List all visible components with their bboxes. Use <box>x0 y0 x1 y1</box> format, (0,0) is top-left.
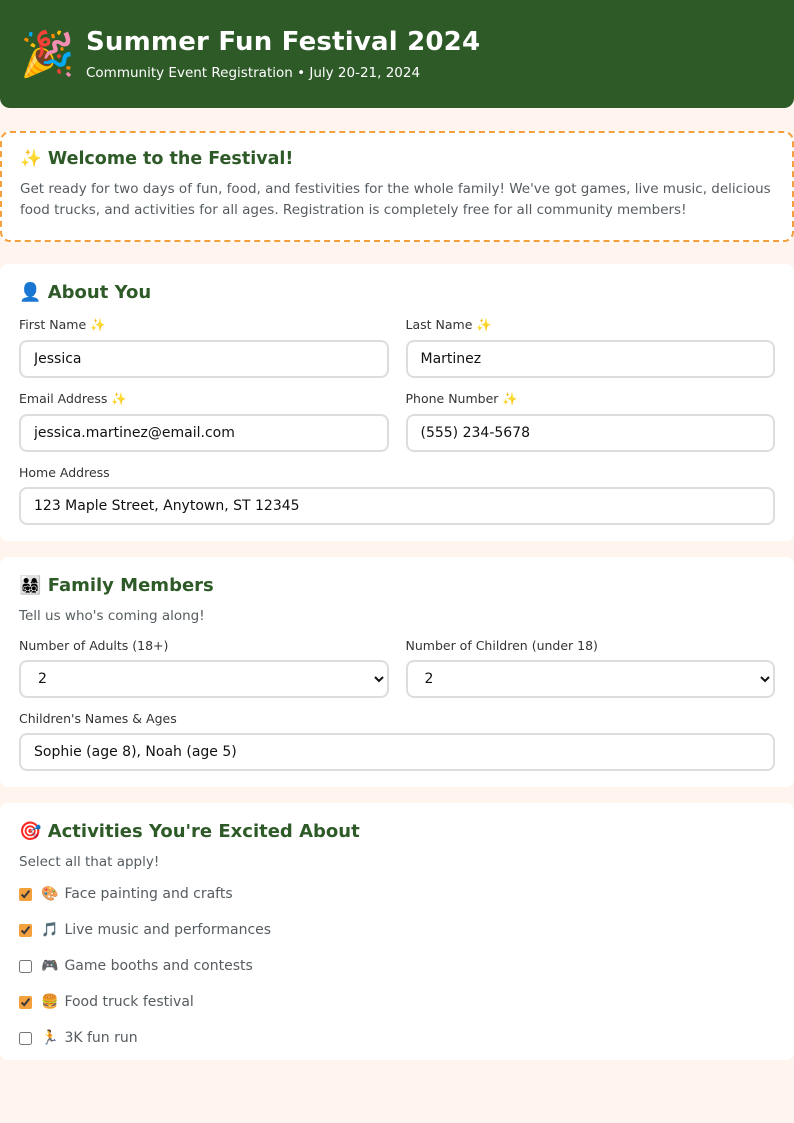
activity-option[interactable] <box>19 948 775 984</box>
phone-input[interactable] <box>406 414 776 452</box>
first-name-label <box>19 317 389 333</box>
activity-label: Game booths and contests <box>64 958 253 974</box>
sparkles-icon: ✨ <box>20 149 42 169</box>
activity-checkbox[interactable] <box>19 924 32 937</box>
activities-hint: Select all that apply! <box>19 854 160 870</box>
label-text: Last Name <box>405 317 473 332</box>
activity-label: Live music and performances <box>64 922 272 938</box>
welcome-text: Get ready for two days of fun, food, and festivities for the whole family! We've got games, live music, delicious food trucks, and activities for all ages. Registration is completely free for all community members! <box>20 181 771 218</box>
sparkles-icon: ✨ <box>502 391 518 406</box>
activity-option[interactable] <box>19 912 775 948</box>
section-title-text: Family Members <box>47 575 214 596</box>
sparkles-icon: ✨ <box>111 391 127 406</box>
label-text: First Name <box>19 317 87 332</box>
activity-icon: 🎵 <box>41 922 59 938</box>
activity-icon: 🏃 <box>41 1030 59 1046</box>
family-icon: 👨‍👩‍👧‍👦 <box>19 575 42 596</box>
activities-list <box>19 876 775 1056</box>
adults-label: Number of Adults (18+) <box>19 638 169 653</box>
family-hint: Tell us who's coming along! <box>19 608 205 624</box>
adults-select[interactable] <box>19 660 389 698</box>
welcome-title <box>20 149 774 169</box>
section-title-text: Activities You're Excited About <box>47 821 360 842</box>
welcome-box <box>0 131 794 242</box>
family-section <box>0 557 794 787</box>
activity-checkbox[interactable] <box>19 1032 32 1045</box>
section-title <box>19 575 775 596</box>
party-popper-icon: 🎉 <box>20 29 75 80</box>
section-title-text: About You <box>47 282 152 303</box>
last-name-input[interactable] <box>406 340 776 378</box>
section-title <box>19 282 775 303</box>
children-names-label: Children's Names & Ages <box>19 711 177 726</box>
activity-checkbox[interactable] <box>19 888 32 901</box>
activity-checkbox[interactable] <box>19 960 32 973</box>
activity-label: Face painting and crafts <box>64 886 233 902</box>
activity-option[interactable] <box>19 1020 775 1056</box>
activity-icon: 🎨 <box>41 886 59 902</box>
email-input[interactable] <box>19 414 389 452</box>
page-subtitle: Community Event Registration • July 20-21, 2024 <box>86 65 421 81</box>
activity-icon: 🍔 <box>41 994 59 1010</box>
activity-label: 3K fun run <box>64 1030 138 1046</box>
address-input[interactable] <box>19 487 775 525</box>
children-names-input[interactable] <box>19 733 775 771</box>
first-name-input[interactable] <box>19 340 389 378</box>
page-title: Summer Fun Festival 2024 <box>86 27 481 57</box>
label-text: Phone Number <box>405 391 499 406</box>
activities-section <box>0 803 794 1060</box>
children-select[interactable] <box>406 660 776 698</box>
last-name-label <box>406 317 776 333</box>
sparkles-icon: ✨ <box>476 317 492 332</box>
section-title <box>19 821 775 842</box>
activity-label: Food truck festival <box>64 994 194 1010</box>
activity-icon: 🎮 <box>41 958 59 974</box>
sparkles-icon: ✨ <box>90 317 106 332</box>
address-label: Home Address <box>19 465 110 480</box>
target-icon: 🎯 <box>19 821 42 842</box>
activity-checkbox[interactable] <box>19 996 32 1009</box>
page-header <box>0 0 794 108</box>
activity-option[interactable] <box>19 984 775 1020</box>
about-section <box>0 264 794 541</box>
label-text: Email Address <box>19 391 108 406</box>
children-label: Number of Children (under 18) <box>405 638 598 653</box>
activity-option[interactable] <box>19 876 775 912</box>
welcome-title-text: Welcome to the Festival! <box>47 149 294 169</box>
phone-label <box>406 391 776 407</box>
email-label <box>19 391 389 407</box>
person-icon: 👤 <box>19 282 42 303</box>
